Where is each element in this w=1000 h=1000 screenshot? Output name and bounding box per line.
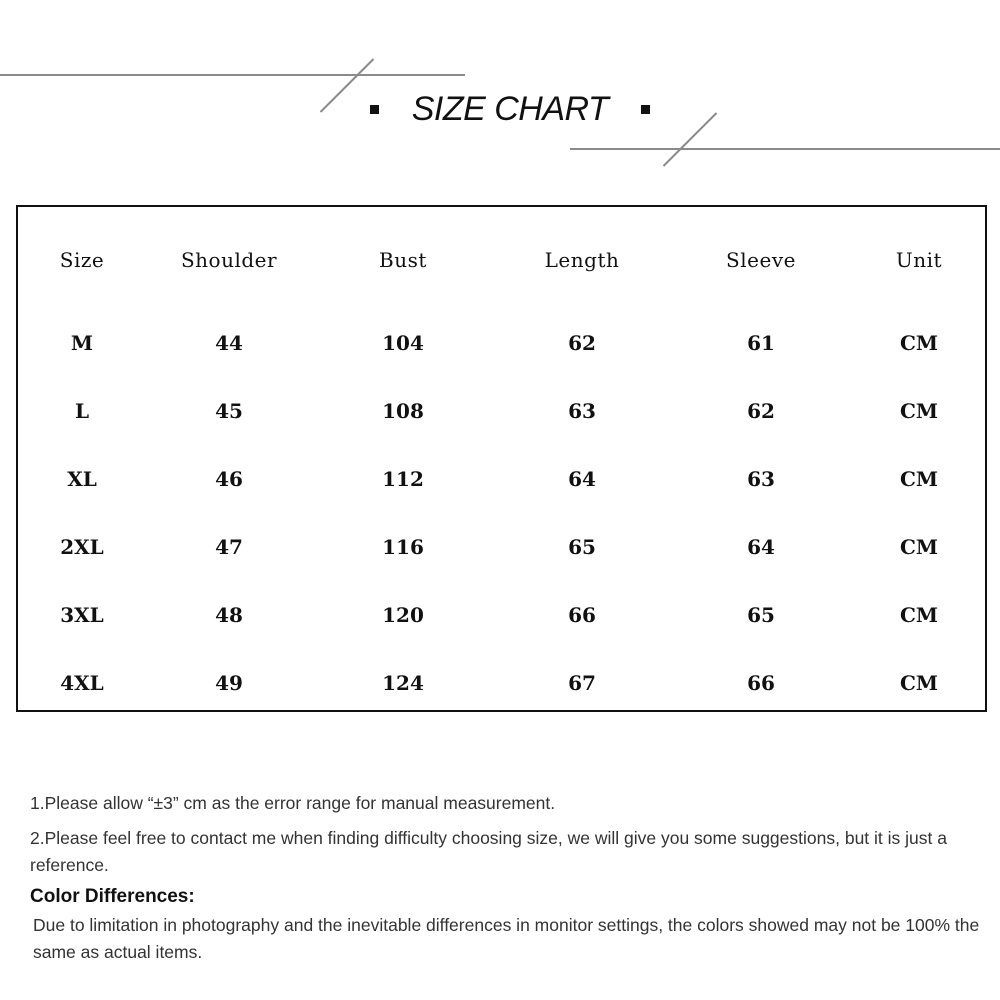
table-cell-sleeve: 62	[747, 399, 775, 423]
square-bullet-icon	[641, 105, 650, 114]
table-cell-sleeve: 64	[747, 535, 775, 559]
table-cell-shoulder: 47	[215, 535, 243, 559]
notes-section	[30, 790, 985, 966]
page-title: SIZE CHART	[411, 90, 609, 128]
table-cell-shoulder: 48	[215, 603, 243, 627]
table-cell-unit: CM	[899, 603, 939, 627]
top-divider-line	[0, 74, 465, 76]
title-bar	[0, 90, 1000, 129]
table-cell-shoulder: 44	[215, 331, 243, 355]
column-header-size: Size	[59, 248, 105, 272]
table-cell-length: 64	[568, 467, 596, 491]
table-cell-unit: CM	[899, 671, 939, 695]
table-cell-shoulder: 49	[215, 671, 243, 695]
table-cell-length: 63	[568, 399, 596, 423]
table-cell-bust: 124	[382, 671, 424, 695]
column-header-sleeve: Sleeve	[726, 248, 796, 272]
table-cell-length: 66	[568, 603, 596, 627]
note-error-range: 1.Please allow “±3” cm as the error range for manual measurement.	[30, 793, 556, 813]
table-cell-unit: CM	[899, 467, 939, 491]
table-cell-shoulder: 46	[215, 467, 243, 491]
table-cell-length: 65	[568, 535, 596, 559]
table-cell-length: 67	[568, 671, 596, 695]
table-cell-bust: 108	[382, 399, 424, 423]
column-header-bust: Bust	[379, 248, 427, 272]
note-contact: 2.Please feel free to contact me when finding difficulty choosing size, we will give you some suggestions, but it is just a reference.	[30, 828, 947, 875]
table-cell-sleeve: 66	[747, 671, 775, 695]
table-cell-size: 3XL	[60, 603, 104, 627]
table-cell-sleeve: 61	[747, 331, 775, 355]
color-differences-body: Due to limitation in photography and the inevitable differences in monitor settings, the colors showed may not be 100% the same as actual items.	[33, 915, 980, 962]
column-header-length: Length	[544, 248, 620, 272]
table-cell-unit: CM	[899, 331, 939, 355]
color-differences-heading: Color Differences:	[30, 886, 195, 907]
table-cell-sleeve: 65	[747, 603, 775, 627]
table-cell-length: 62	[568, 331, 596, 355]
column-header-unit: Unit	[895, 248, 943, 272]
table-cell-shoulder: 45	[215, 399, 243, 423]
size-table	[16, 205, 987, 712]
table-cell-size: M	[70, 331, 94, 355]
table-cell-size: XL	[67, 467, 97, 491]
table-cell-bust: 104	[382, 331, 424, 355]
bottom-divider-line	[570, 148, 1000, 150]
table-cell-size: 2XL	[60, 535, 104, 559]
table-cell-bust: 120	[382, 603, 424, 627]
table-cell-bust: 116	[382, 535, 424, 559]
table-cell-size: L	[74, 399, 90, 423]
size-table-grid	[18, 207, 985, 710]
table-cell-bust: 112	[382, 467, 424, 491]
square-bullet-icon	[370, 105, 379, 114]
table-cell-sleeve: 63	[747, 467, 775, 491]
table-cell-unit: CM	[899, 399, 939, 423]
column-header-shoulder: Shoulder	[180, 248, 278, 272]
table-cell-unit: CM	[899, 535, 939, 559]
table-cell-size: 4XL	[60, 671, 104, 695]
